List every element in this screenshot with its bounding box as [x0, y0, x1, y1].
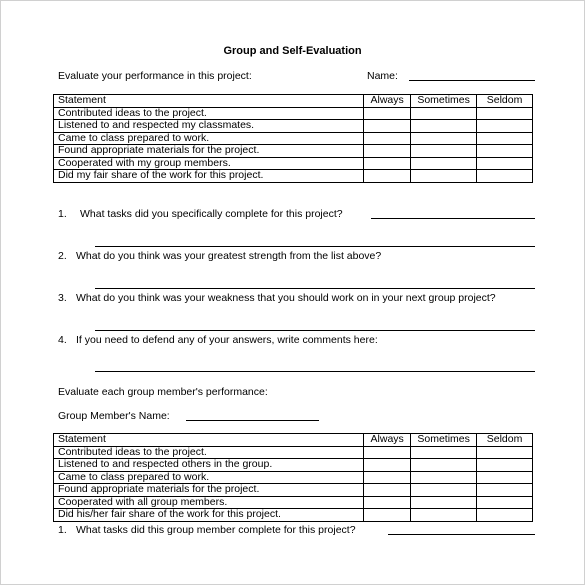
always-cell[interactable] — [364, 496, 411, 509]
column-header: Statement — [54, 434, 364, 447]
statement-cell: Cooperated with my group members. — [54, 157, 364, 170]
question-number: 1. — [58, 208, 67, 220]
question-number: 1. — [58, 524, 67, 536]
statement-cell: Did my fair share of the work for this project. — [54, 170, 364, 183]
answer-line[interactable] — [371, 218, 535, 219]
always-cell[interactable] — [364, 446, 411, 459]
self-intro: Evaluate your performance in this project: — [58, 70, 252, 82]
sometimes-cell[interactable] — [411, 170, 477, 183]
column-header: Sometimes — [411, 95, 477, 108]
sometimes-cell[interactable] — [411, 471, 477, 484]
table-row — [54, 145, 533, 158]
question-number: 2. — [58, 250, 67, 262]
question-text: What do you think was your greatest strength from the list above? — [76, 250, 382, 262]
seldom-cell[interactable] — [477, 446, 533, 459]
table-row — [54, 471, 533, 484]
question-text: What tasks did this group member complete for this project? — [76, 524, 356, 536]
group-evaluation-table — [53, 433, 533, 522]
statement-cell: Found appropriate materials for the project. — [54, 484, 364, 497]
table-row — [54, 484, 533, 497]
question-number: 4. — [58, 334, 67, 346]
statement-cell: Contributed ideas to the project. — [54, 107, 364, 120]
table-row — [54, 446, 533, 459]
sometimes-cell[interactable] — [411, 145, 477, 158]
sometimes-cell[interactable] — [411, 120, 477, 133]
column-header: Always — [364, 434, 411, 447]
statement-cell: Cooperated with all group members. — [54, 496, 364, 509]
table-row — [54, 509, 533, 522]
always-cell[interactable] — [364, 484, 411, 497]
sometimes-cell[interactable] — [411, 107, 477, 120]
seldom-cell[interactable] — [477, 107, 533, 120]
always-cell[interactable] — [364, 132, 411, 145]
question-number: 3. — [58, 292, 67, 304]
table-header-row — [54, 434, 533, 447]
seldom-cell[interactable] — [477, 170, 533, 183]
sometimes-cell[interactable] — [411, 509, 477, 522]
seldom-cell[interactable] — [477, 471, 533, 484]
statement-cell: Listened to and respected others in the group. — [54, 459, 364, 472]
column-header: Statement — [54, 95, 364, 108]
seldom-cell[interactable] — [477, 145, 533, 158]
answer-line[interactable] — [388, 534, 535, 535]
answer-line[interactable] — [95, 246, 535, 247]
table-row — [54, 459, 533, 472]
column-header: Always — [364, 95, 411, 108]
always-cell[interactable] — [364, 120, 411, 133]
statement-cell: Found appropriate materials for the project. — [54, 145, 364, 158]
column-header: Seldom — [477, 95, 533, 108]
always-cell[interactable] — [364, 459, 411, 472]
table-row — [54, 107, 533, 120]
statement-cell: Listened to and respected my classmates. — [54, 120, 364, 133]
member-name-label: Group Member's Name: — [58, 410, 170, 422]
statement-cell: Contributed ideas to the project. — [54, 446, 364, 459]
always-cell[interactable] — [364, 509, 411, 522]
form-title: Group and Self-Evaluation — [223, 45, 362, 57]
sometimes-cell[interactable] — [411, 157, 477, 170]
sometimes-cell[interactable] — [411, 132, 477, 145]
statement-cell: Did his/her fair share of the work for this project. — [54, 509, 364, 522]
sometimes-cell[interactable] — [411, 446, 477, 459]
table-row — [54, 170, 533, 183]
column-header: Seldom — [477, 434, 533, 447]
answer-line[interactable] — [95, 371, 535, 372]
table-row — [54, 157, 533, 170]
group-intro: Evaluate each group member's performance: — [58, 386, 268, 398]
seldom-cell[interactable] — [477, 509, 533, 522]
question-text: What tasks did you specifically complete for this project? — [80, 208, 343, 220]
answer-line[interactable] — [95, 330, 535, 331]
self-evaluation-table — [53, 94, 533, 183]
sometimes-cell[interactable] — [411, 496, 477, 509]
always-cell[interactable] — [364, 170, 411, 183]
table-row — [54, 132, 533, 145]
column-header: Sometimes — [411, 434, 477, 447]
seldom-cell[interactable] — [477, 496, 533, 509]
question-text: What do you think was your weakness that you should work on in your next group project? — [76, 292, 496, 304]
seldom-cell[interactable] — [477, 459, 533, 472]
table-row — [54, 496, 533, 509]
seldom-cell[interactable] — [477, 157, 533, 170]
seldom-cell[interactable] — [477, 132, 533, 145]
always-cell[interactable] — [364, 471, 411, 484]
member-name-field[interactable] — [186, 420, 319, 421]
always-cell[interactable] — [364, 157, 411, 170]
table-header-row — [54, 95, 533, 108]
always-cell[interactable] — [364, 107, 411, 120]
question-text: If you need to defend any of your answers, write comments here: — [76, 334, 378, 346]
answer-line[interactable] — [95, 288, 535, 289]
seldom-cell[interactable] — [477, 484, 533, 497]
table-row — [54, 120, 533, 133]
sometimes-cell[interactable] — [411, 459, 477, 472]
name-label: Name: — [367, 70, 398, 82]
sometimes-cell[interactable] — [411, 484, 477, 497]
seldom-cell[interactable] — [477, 120, 533, 133]
always-cell[interactable] — [364, 145, 411, 158]
statement-cell: Came to class prepared to work. — [54, 132, 364, 145]
statement-cell: Came to class prepared to work. — [54, 471, 364, 484]
name-field[interactable] — [409, 80, 535, 81]
